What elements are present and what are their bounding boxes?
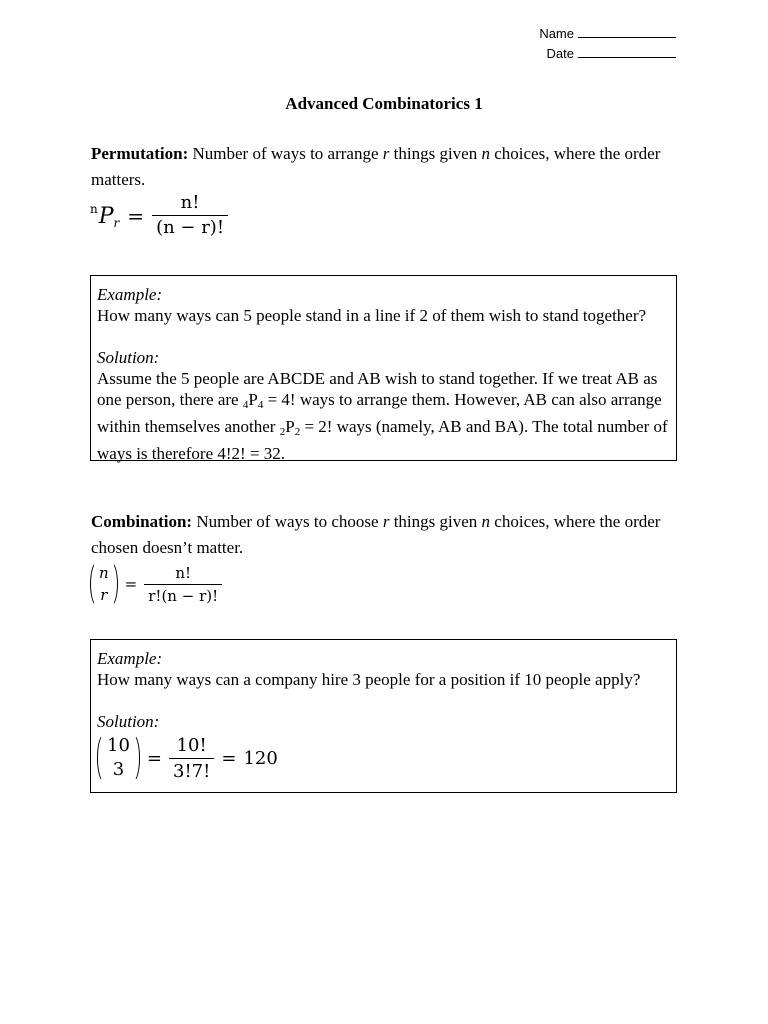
permutation-text-1: Number of ways to arrange <box>188 144 383 163</box>
permutation-var-n: n <box>481 144 490 163</box>
combination-formula <box>90 560 222 608</box>
fraction-numerator: 10! <box>176 734 207 756</box>
sub-4a: 4 <box>242 399 249 411</box>
equals-sign: = <box>221 747 237 769</box>
combination-fraction <box>144 563 222 606</box>
formula-sup-n: n <box>90 201 98 216</box>
solution-part-1: Assume the 5 people are ABCDE and AB wish to stand together. If we treat AB as one person, there are <box>97 369 658 409</box>
combination-text-2: things given <box>389 512 482 531</box>
sub-2a: 2 <box>279 426 286 438</box>
combination-var-n: n <box>481 512 491 531</box>
example-label: Example: <box>97 649 163 668</box>
name-label: Name <box>539 26 574 41</box>
date-field <box>547 46 676 62</box>
formula-p: P <box>98 203 114 229</box>
permutation-text-3: choices, where the order matters. <box>91 144 661 189</box>
combination-term: Combination: <box>91 512 193 531</box>
solution-result: 120 <box>243 747 278 769</box>
sub-4b: 4 <box>257 399 264 411</box>
example-question: How many ways can 5 people stand in a line if 2 of them wish to stand together? <box>97 306 647 325</box>
permutation-var-r: r <box>382 144 390 163</box>
example-question: How many ways can a company hire 3 people for a position if 10 people apply? <box>97 670 641 689</box>
date-blank-line <box>578 46 676 58</box>
example-box-permutation <box>90 275 677 461</box>
binom-bottom: 3 <box>112 759 125 780</box>
equals-sign: = <box>124 575 138 593</box>
p-2: P <box>285 417 295 436</box>
solution-formula <box>97 732 670 784</box>
fraction-denominator: (n − r)! <box>152 215 228 239</box>
spacer <box>97 326 670 347</box>
fraction-denominator: 3!7! <box>169 758 214 783</box>
fraction-numerator: n! <box>180 192 200 213</box>
permutation-fraction <box>152 192 228 239</box>
equals-sign: = <box>127 203 145 228</box>
date-label: Date <box>546 46 574 61</box>
solution-label: Solution: <box>97 348 160 367</box>
permutation-text-2: things given <box>389 144 482 163</box>
formula-sub-r: r <box>113 215 120 230</box>
p-4: P <box>248 390 258 409</box>
fraction-numerator: n! <box>175 563 192 582</box>
permutation-formula-lhs <box>90 202 119 230</box>
combination-definition <box>91 509 671 561</box>
binom-top: 10 <box>107 735 130 756</box>
combination-var-r: r <box>382 512 390 531</box>
example-box-combination <box>90 639 677 793</box>
fraction-denominator: r!(n − r)! <box>144 584 222 606</box>
combination-text-3: choices, where the order chosen doesn’t matter. <box>91 512 661 557</box>
solution-text <box>97 368 670 464</box>
page-title: Advanced Combinatorics 1 <box>285 94 483 113</box>
sub-2b: 2 <box>294 426 301 438</box>
combination-text-1: Number of ways to choose <box>192 512 383 531</box>
equals-sign: = <box>146 747 162 769</box>
binomial-coefficient <box>97 732 140 784</box>
solution-fraction <box>169 734 214 783</box>
binom-top: n <box>99 564 109 582</box>
permutation-definition <box>91 141 671 193</box>
name-field <box>539 26 676 42</box>
binom-bottom: r <box>100 586 108 604</box>
permutation-term: Permutation: <box>91 144 189 163</box>
binomial-coefficient <box>90 560 118 608</box>
spacer <box>97 690 670 711</box>
solution-part-3: = 2! ways (namely, AB and BA). The total number of ways is therefore 4!2! = 32. <box>97 417 668 463</box>
solution-part-2: = 4! ways to arrange them. However, AB can also arrange within themselves another <box>97 390 662 436</box>
example-label: Example: <box>97 285 163 304</box>
permutation-formula <box>90 192 228 239</box>
solution-label: Solution: <box>97 712 160 731</box>
name-blank-line <box>578 26 676 38</box>
